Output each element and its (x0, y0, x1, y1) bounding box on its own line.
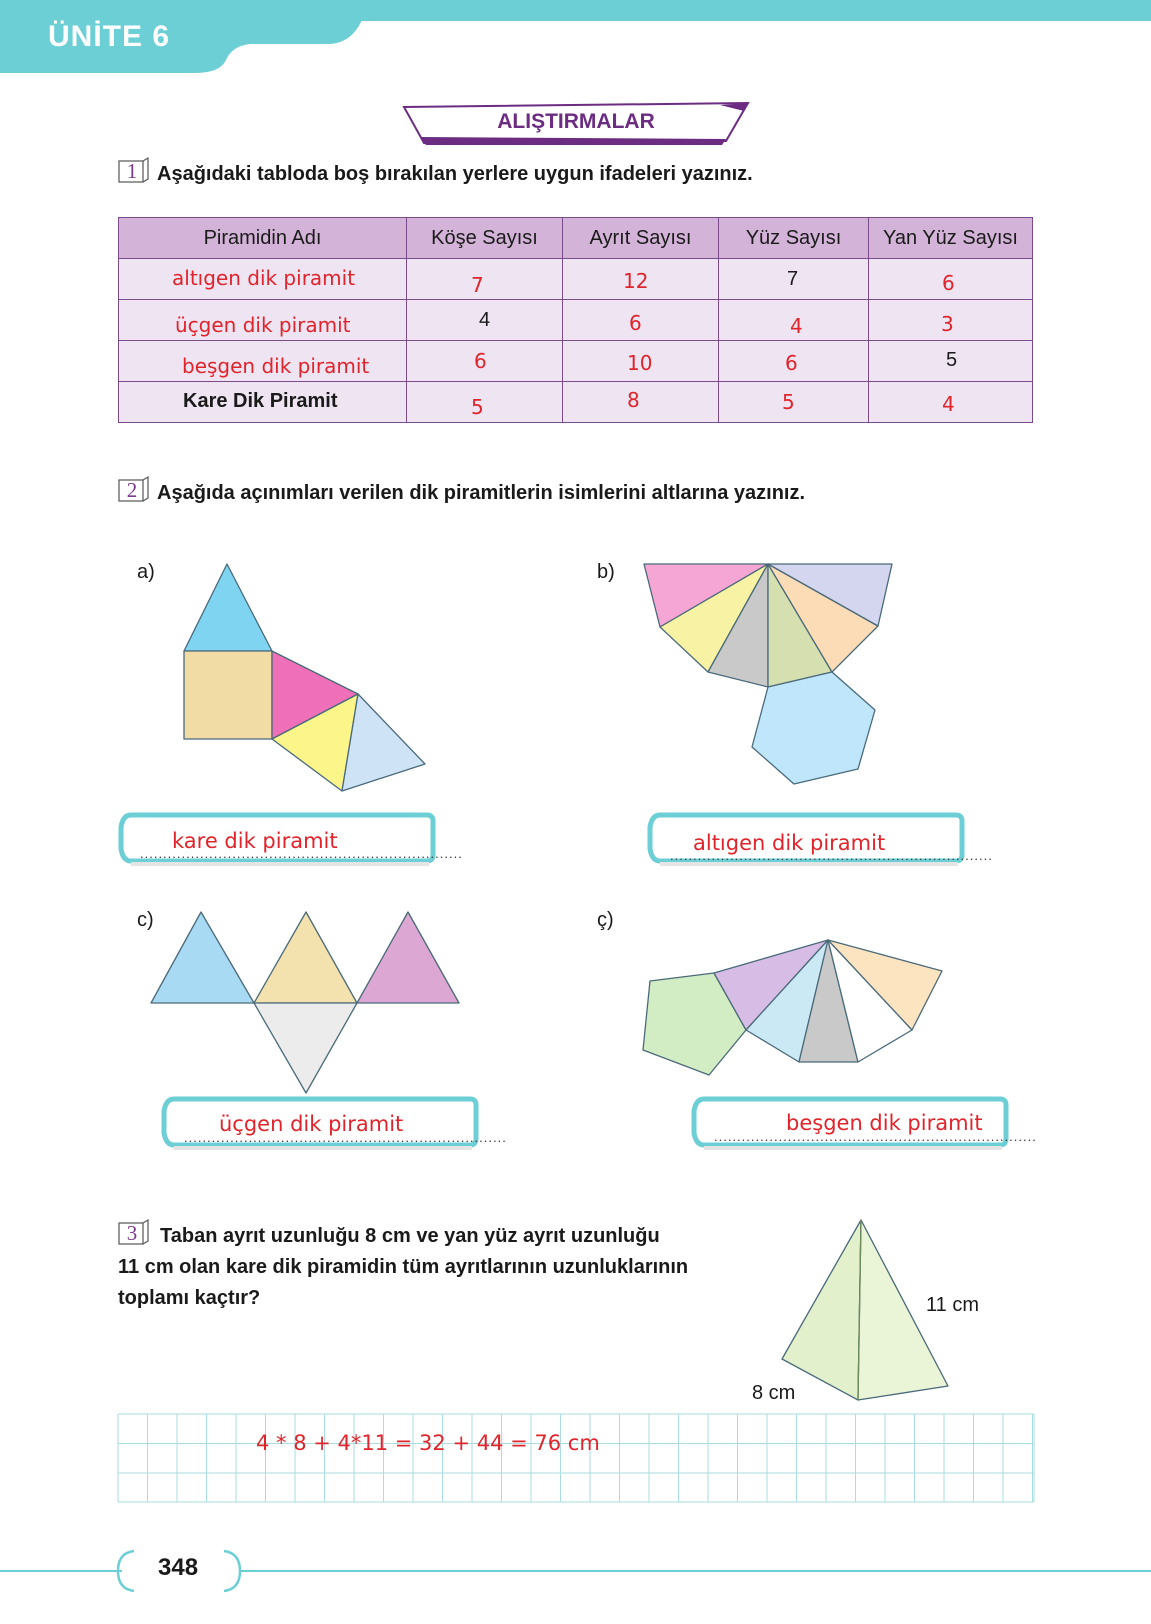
table-cell: 6 (474, 349, 487, 373)
table-header: Piramidin Adı (119, 218, 407, 259)
table-cell: Kare Dik Piramit (183, 390, 338, 412)
table-cell: 3 (941, 312, 954, 336)
table-cell: 12 (623, 269, 649, 293)
question-number: 2 (126, 478, 138, 502)
table-cell: 7 (471, 273, 484, 297)
net-triangular-pyramid (151, 912, 459, 1093)
unit-title: ÜNİTE 6 (48, 20, 171, 53)
table-cell: 10 (627, 351, 653, 375)
table-cell: 5 (946, 349, 958, 371)
answer-text: beşgen dik piramit (786, 1111, 983, 1135)
table-header: Yan Yüz Sayısı (869, 218, 1033, 259)
question-2-text: Aşağıda açınımları verilen dik piramitlerin isimlerini altlarına yazınız. (157, 482, 806, 504)
table-cell: 5 (471, 395, 484, 419)
answer-text: kare dik piramit (172, 829, 338, 853)
table-cell: 4 (479, 309, 491, 331)
dotted-line: ...................................................................... (140, 846, 463, 861)
table-cell: üçgen dik piramit (175, 313, 351, 337)
table-header: Yüz Sayısı (719, 218, 869, 259)
question-3-text-line: Taban ayrıt uzunluğu 8 cm ve yan yüz ayrıt uzunluğu (160, 1225, 660, 1247)
base-length-label: 8 cm (752, 1382, 796, 1404)
answer-text: altıgen dik piramit (693, 831, 886, 855)
table-cell: 6 (785, 351, 798, 375)
table-cell: 8 (627, 388, 640, 412)
table-cell: 4 (942, 392, 955, 416)
answer-grid (118, 1414, 1034, 1502)
figure-label: b) (597, 561, 615, 583)
table-header: Köşe Sayısı (407, 218, 563, 259)
table-cell: 6 (629, 311, 642, 335)
dotted-line: ...................................................................... (670, 848, 993, 863)
net-pentagonal-pyramid (643, 940, 942, 1075)
question-number: 3 (126, 1221, 138, 1245)
table-header: Ayrıt Sayısı (563, 218, 719, 259)
net-square-pyramid (184, 564, 425, 791)
table-cell: 5 (782, 390, 795, 414)
table-cell: 7 (787, 268, 799, 290)
table-cell: beşgen dik piramit (182, 354, 370, 378)
side-length-label: 11 cm (926, 1294, 979, 1316)
question-3-text-line: 11 cm olan kare dik piramidin tüm ayrıtlarının uzunluklarının (118, 1256, 689, 1278)
section-title: ALIŞTIRMALAR (497, 110, 655, 133)
figure-label: ç) (597, 909, 614, 931)
page-number: 348 (158, 1554, 199, 1581)
dotted-line: ...................................................................... (714, 1129, 1037, 1144)
dotted-line: ...................................................................... (184, 1130, 507, 1145)
net-hexagonal-pyramid (644, 564, 892, 784)
table-cell: 4 (790, 314, 803, 338)
figure-label: c) (137, 909, 154, 931)
question-1-text: Aşağıdaki tabloda boş bırakılan yerlere uygun ifadeleri yazınız. (157, 163, 753, 185)
calculation-text: 4 * 8 + 4*11 = 32 + 44 = 76 cm (256, 1431, 600, 1455)
table-cell: 6 (942, 271, 955, 295)
pyramid-3d-figure (782, 1220, 948, 1400)
figure-label: a) (137, 561, 155, 583)
table-cell: altıgen dik piramit (172, 266, 356, 290)
question-3-text-line: toplamı kaçtır? (118, 1287, 261, 1309)
question-number: 1 (126, 159, 138, 183)
answer-text: üçgen dik piramit (219, 1112, 404, 1136)
